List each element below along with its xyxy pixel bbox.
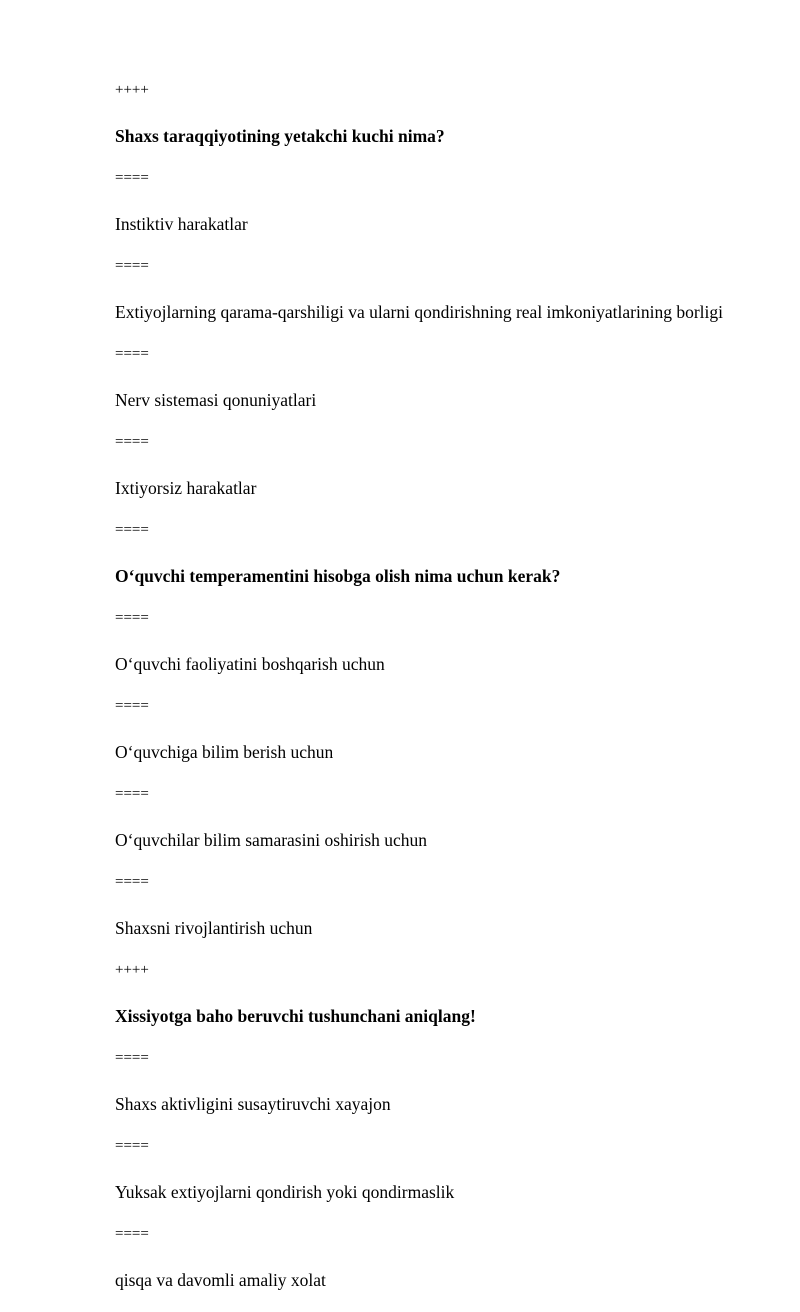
- answer-option: O‘quvchilar bilim samarasini oshirish uchun: [115, 830, 428, 850]
- separator-line: ====: [115, 170, 149, 186]
- answer-option: qisqa va davomli amaliy xolat: [115, 1270, 326, 1290]
- question-text: Xissiyotga baho beruvchi tushunchani aniqlang!: [115, 1006, 476, 1026]
- separator-line: ====: [115, 258, 149, 274]
- separator-line: ++++: [115, 82, 149, 98]
- separator-line: ====: [115, 786, 149, 802]
- separator-line: ====: [115, 434, 149, 450]
- question-text: Shaxs taraqqiyotining yetakchi kuchi nima?: [115, 126, 445, 146]
- separator-line: ====: [115, 1050, 149, 1066]
- question-text: O‘quvchi temperamentini hisobga olish nima uchun kerak?: [115, 566, 561, 586]
- separator-line: ====: [115, 346, 149, 362]
- answer-option: Yuksak extiyojlarni qondirish yoki qondirmaslik: [115, 1182, 455, 1202]
- separator-line: ====: [115, 698, 149, 714]
- separator-line: ====: [115, 874, 149, 890]
- separator-line: ====: [115, 1226, 149, 1242]
- separator-line: ====: [115, 610, 149, 626]
- separator-line: ++++: [115, 962, 149, 978]
- separator-line: ====: [115, 522, 149, 538]
- document-body: [115, 80, 725, 1312]
- answer-option: Ixtiyorsiz harakatlar: [115, 478, 257, 498]
- answer-option: Nerv sistemasi qonuniyatlari: [115, 390, 317, 410]
- answer-option: Extiyojlarning qarama-qarshiligi va ularni qondirishning real imkoniyatlarining borligi: [115, 302, 723, 322]
- answer-option: Shaxsni rivojlantirish uchun: [115, 918, 313, 938]
- answer-option: O‘quvchi faoliyatini boshqarish uchun: [115, 654, 385, 674]
- separator-line: ====: [115, 1138, 149, 1154]
- answer-option: O‘quvchiga bilim berish uchun: [115, 742, 334, 762]
- answer-option: Instiktiv harakatlar: [115, 214, 248, 234]
- answer-option: Shaxs aktivligini susaytiruvchi xayajon: [115, 1094, 391, 1114]
